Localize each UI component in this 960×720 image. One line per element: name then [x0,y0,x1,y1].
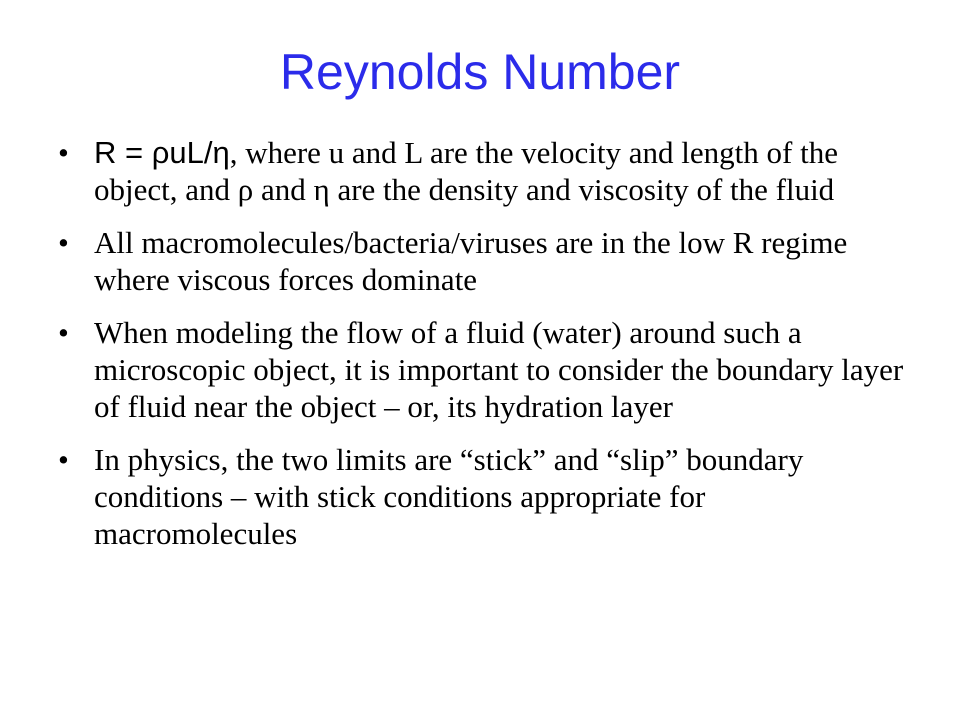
bullet-icon: • [58,135,69,170]
bullet-icon: • [58,315,69,350]
reynolds-formula: R = ρuL/η [94,135,230,170]
bullet-text: When modeling the flow of a fluid (water) around such a microscopic object, it is important to consider the boundary layer of fluid near the object – or, its hydration layer [94,315,904,424]
bullet-item-4 [58,441,908,552]
bullet-list [58,134,908,568]
bullet-text: All macromolecules/bacteria/viruses are in the low R regime where viscous forces dominate [94,225,848,297]
bullet-item-1 [58,134,908,208]
bullet-item-3 [58,314,908,425]
bullet-icon: • [58,225,69,260]
bullet-text: In physics, the two limits are “stick” and “slip” boundary conditions – with stick conditions appropriate for macromolecules [94,442,804,551]
bullet-icon: • [58,442,69,477]
slide-title: Reynolds Number [279,44,681,100]
bullet-item-2 [58,224,908,298]
bullet-text: , where u and L are the velocity and length of the object, and ρ and η are the density and viscosity of the fluid [94,135,838,207]
